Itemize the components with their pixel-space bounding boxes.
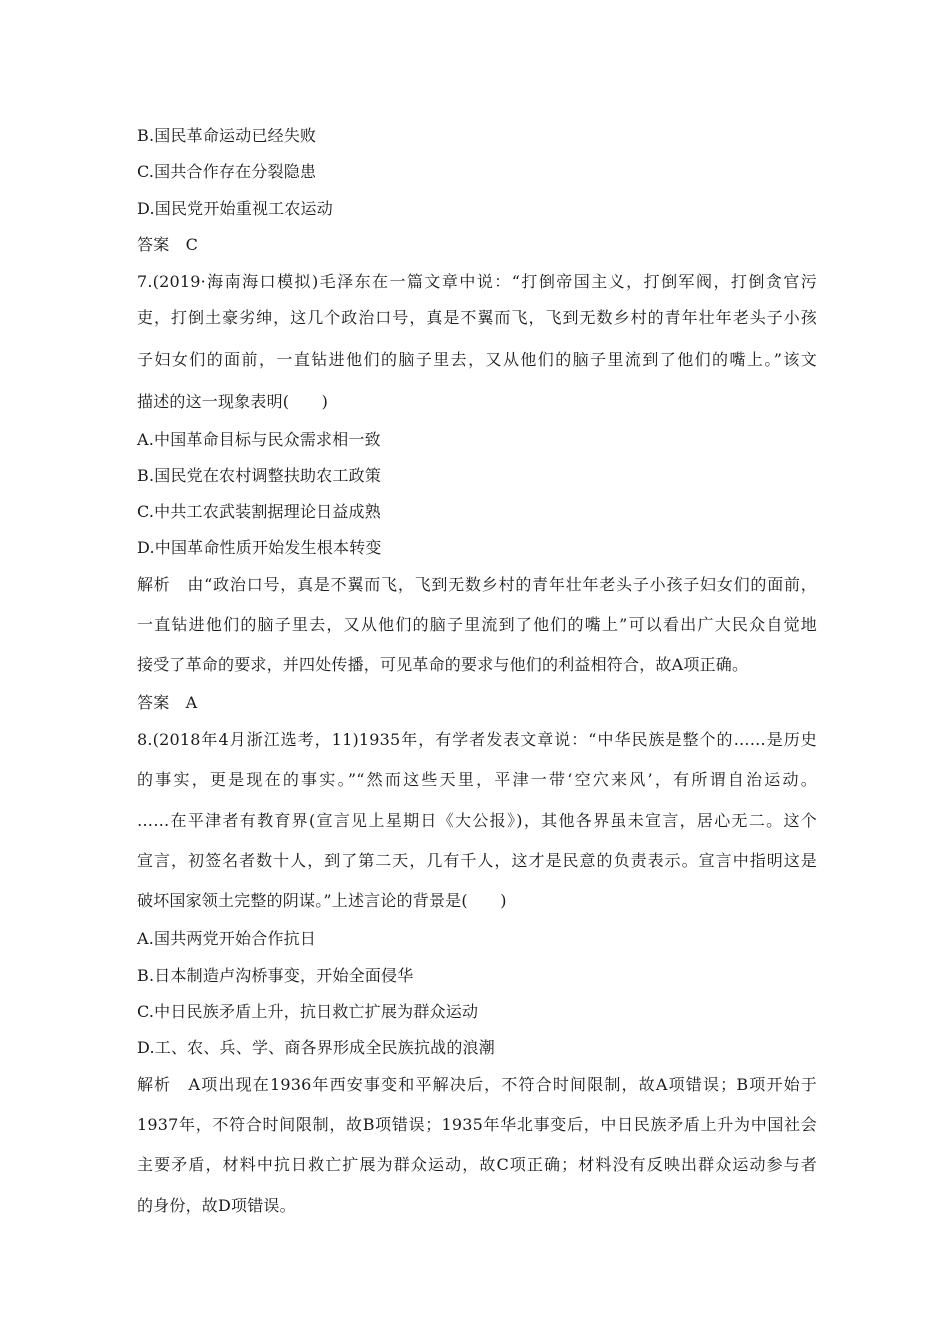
option-d-line: D.工、农、兵、学、商各界形成全民族抗战的浪潮 xyxy=(137,1038,495,1057)
question-8-line-4: 宣言，初签名者数十人，到了第二天，几有千人，这才是民意的负责表示。宣言中指明这是 xyxy=(137,851,817,870)
question-7-line-3: 子妇女们的面前，一直钻进他们的脑子里去，又从他们的脑子里流到了他们的嘴上。”该文 xyxy=(137,350,817,369)
analysis-7-line-2: 一直钻进他们的脑子里去，又从他们的脑子里流到了他们的嘴上”可以看出广大民众自觉地 xyxy=(137,615,817,634)
question-8-line-1: 8.(2018年4月浙江选考，11)1935年，有学者发表文章说：“中华民族是整个的……是历史 xyxy=(137,730,817,749)
question-7-line-1: 7.(2019·海南海口模拟)毛泽东在一篇文章中说：“打倒帝国主义，打倒军阀，打倒贪官污 xyxy=(137,272,817,291)
analysis-7-line-1: 解析 由“政治口号，真是不翼而飞，飞到无数乡村的青年壮年老头子小孩子妇女们的面前， xyxy=(137,575,817,594)
option-d-line: D.中国革命性质开始发生根本转变 xyxy=(137,538,382,557)
option-a-line: A.国共两党开始合作抗日 xyxy=(137,929,317,948)
option-b-line: B.国民革命运动已经失败 xyxy=(137,126,317,145)
analysis-8-line-2: 1937年，不符合时间限制，故B项错误；1935年华北事变后，中日民族矛盾上升为中国社会 xyxy=(137,1115,817,1134)
answer-line: 答案 C xyxy=(137,235,199,254)
option-c-line: C.国共合作存在分裂隐患 xyxy=(137,162,317,181)
question-7-line-2: 吏，打倒土豪劣绅，这几个政治口号，真是不翼而飞，飞到无数乡村的青年壮年老头子小孩 xyxy=(137,308,817,327)
analysis-7-line-3: 接受了革命的要求，并四处传播，可见革命的要求与他们的利益相符合，故A项正确。 xyxy=(137,655,749,674)
answer-line: 答案 A xyxy=(137,693,198,712)
question-7-line-4: 描述的这一现象表明( ) xyxy=(137,392,329,411)
analysis-8-line-1: 解析 A项出现在1936年西安事变和平解决后，不符合时间限制，故A项错误；B项开始于 xyxy=(137,1075,817,1094)
option-a-line: A.中国革命目标与民众需求相一致 xyxy=(137,430,381,449)
option-d-line: D.国民党开始重视工农运动 xyxy=(137,199,333,218)
question-8-line-5: 破坏国家领土完整的阴谋。”上述言论的背景是( ) xyxy=(137,891,507,910)
option-b-line: B.日本制造卢沟桥事变，开始全面侵华 xyxy=(137,966,414,985)
option-c-line: C.中日民族矛盾上升，抗日救亡扩展为群众运动 xyxy=(137,1002,479,1021)
option-b-line: B.国民党在农村调整扶助农工政策 xyxy=(137,466,382,485)
analysis-8-line-3: 主要矛盾，材料中抗日救亡扩展为群众运动，故C项正确；材料没有反映出群众运动参与者 xyxy=(137,1155,817,1174)
option-c-line: C.中共工农武装割据理论日益成熟 xyxy=(137,502,381,521)
question-8-line-2: 的事实，更是现在的事实。”“然而这些天里，平津一带‘空穴来风’，有所谓自治运动。 xyxy=(137,770,817,789)
analysis-8-line-4: 的身份，故D项错误。 xyxy=(137,1196,296,1215)
question-8-line-3: ……在平津者有教育界(宣言见上星期日《大公报》)，其他各界虽未宣言，居心无二。这个 xyxy=(137,811,817,830)
